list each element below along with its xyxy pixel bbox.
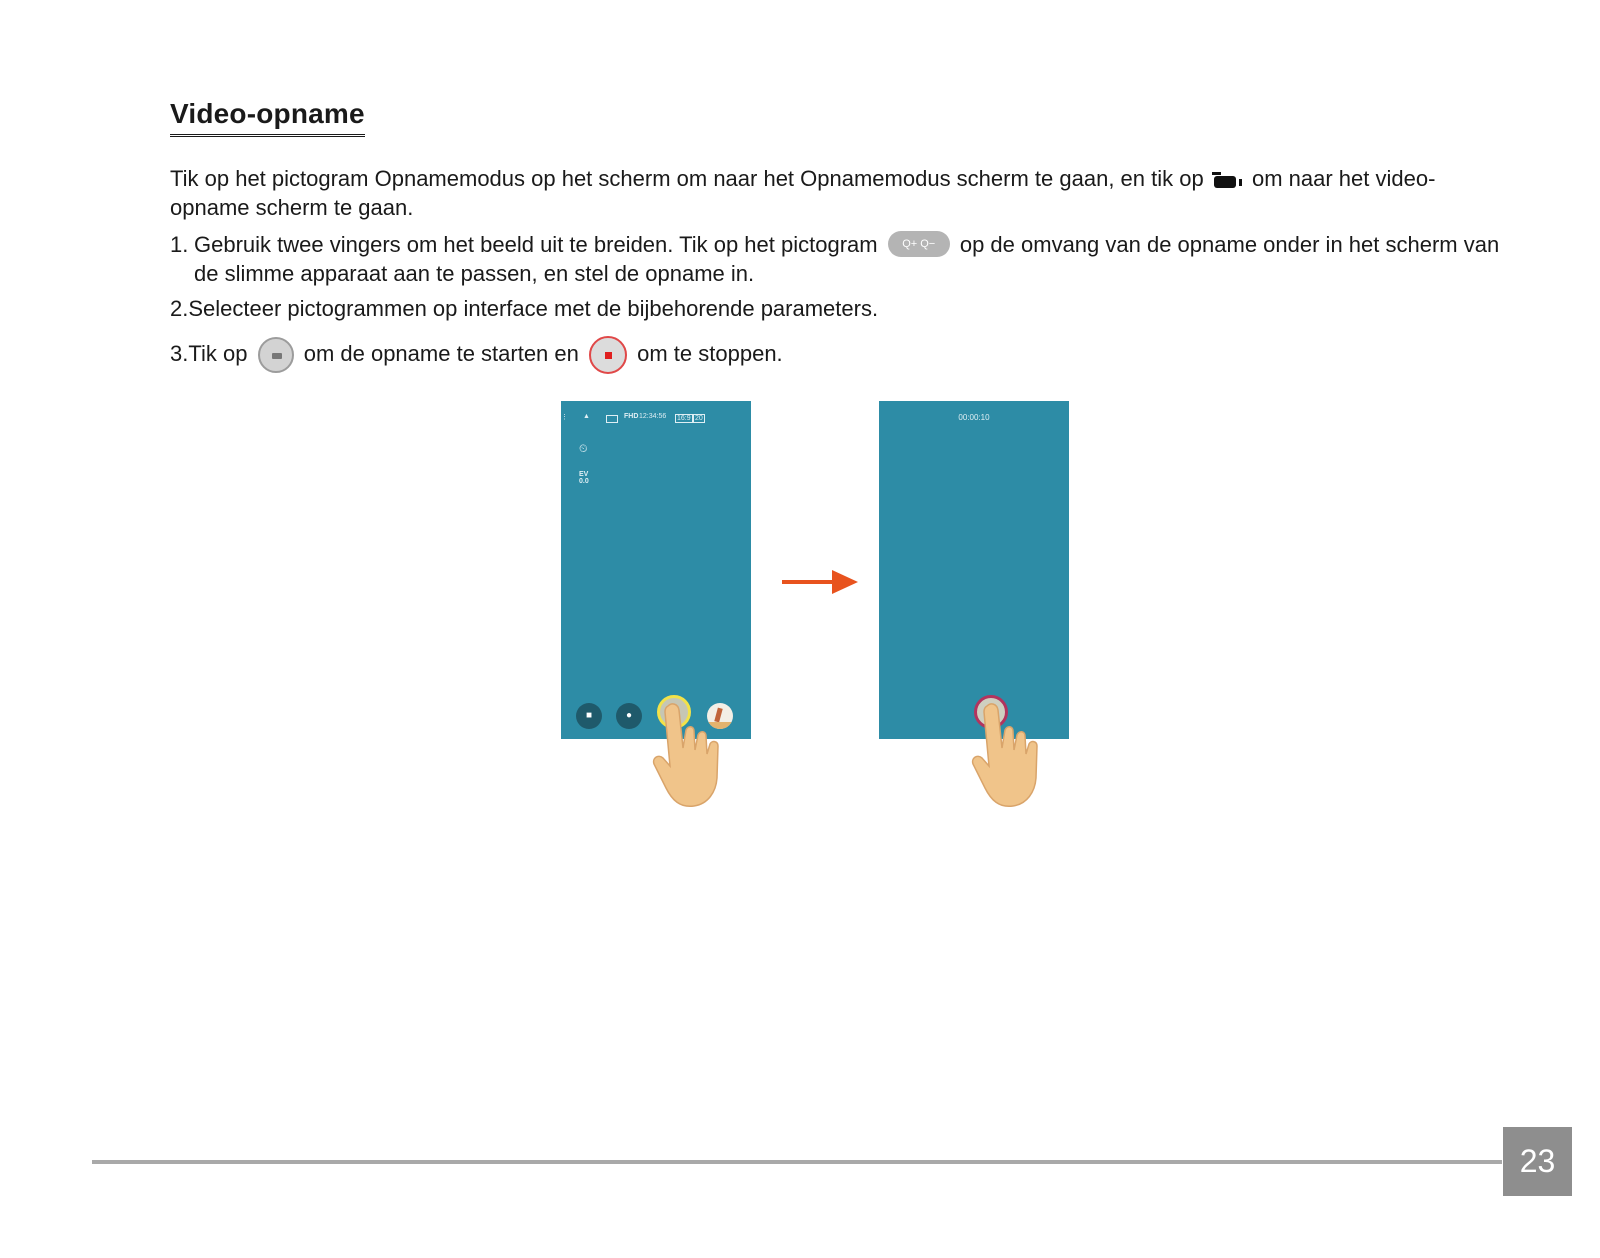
step-3-text-2: om de opname te starten en [303,341,579,366]
step-number: 1. [170,232,189,257]
arrow-right-icon [782,570,858,594]
step-number: 2. [170,296,189,321]
battery-icon [606,415,618,423]
step-number: 3. [170,341,189,366]
intro-paragraph [170,164,1470,222]
step-2 [170,294,878,323]
status-bar [561,413,751,425]
recording-timer: 00:00:10 [958,413,990,422]
self-timer-icon[interactable]: ⏲ [579,443,588,455]
resolution-label: FHD [624,413,639,420]
step-3-text-3: om te stoppen. [637,341,783,366]
step-3-text-1: Tik op [188,341,248,366]
zoom-in-out-icon: Q+ Q− [888,231,950,257]
intro-text-after: om naar het video-opname scherm te gaan. [170,166,1436,220]
memory-badge: 20 [695,415,703,422]
phone-screen-recording [879,401,1069,739]
step-3 [170,334,783,374]
ev-value: 0.0 [579,478,589,485]
warning-icon: ▲ [583,413,590,420]
step-2-text: Selecteer pictogrammen op interface met de bijbehorende parameters. [188,296,879,321]
exposure-value[interactable] [579,471,589,485]
page-title: Video-opname [170,98,365,137]
aspect-ratio-badge: 16:9 [677,415,691,422]
video-mode-icon[interactable]: ■ [576,703,602,729]
finger-tap-icon [969,700,1049,810]
menu-icon[interactable]: ⋮ [561,414,568,421]
phone-screen-before [561,401,751,739]
finger-tap-icon [650,700,730,810]
footer-divider [92,1160,1502,1164]
clock-label: 12:34:56 [639,413,667,420]
step-1-text-before: Gebruik twee vingers om het beeld uit te breiden. Tik op het pictogram [194,232,878,257]
record-button-icon [258,337,294,373]
page-number: 23 [1503,1127,1572,1196]
intro-text-before: Tik op het pictogram Opnamemodus op het scherm om naar het Opnamemodus scherm te gaan, en tik op [170,166,1204,191]
step-1-text-after: op de omvang van de opname onder in het scherm van de slimme apparaat aan te passen, en stel de opname in. [194,232,1500,287]
video-camera-icon [1210,168,1246,188]
step-1 [170,230,1500,288]
photo-mode-icon[interactable]: ● [616,703,642,729]
stop-button-icon [589,336,627,374]
ev-label: EV [579,471,589,478]
